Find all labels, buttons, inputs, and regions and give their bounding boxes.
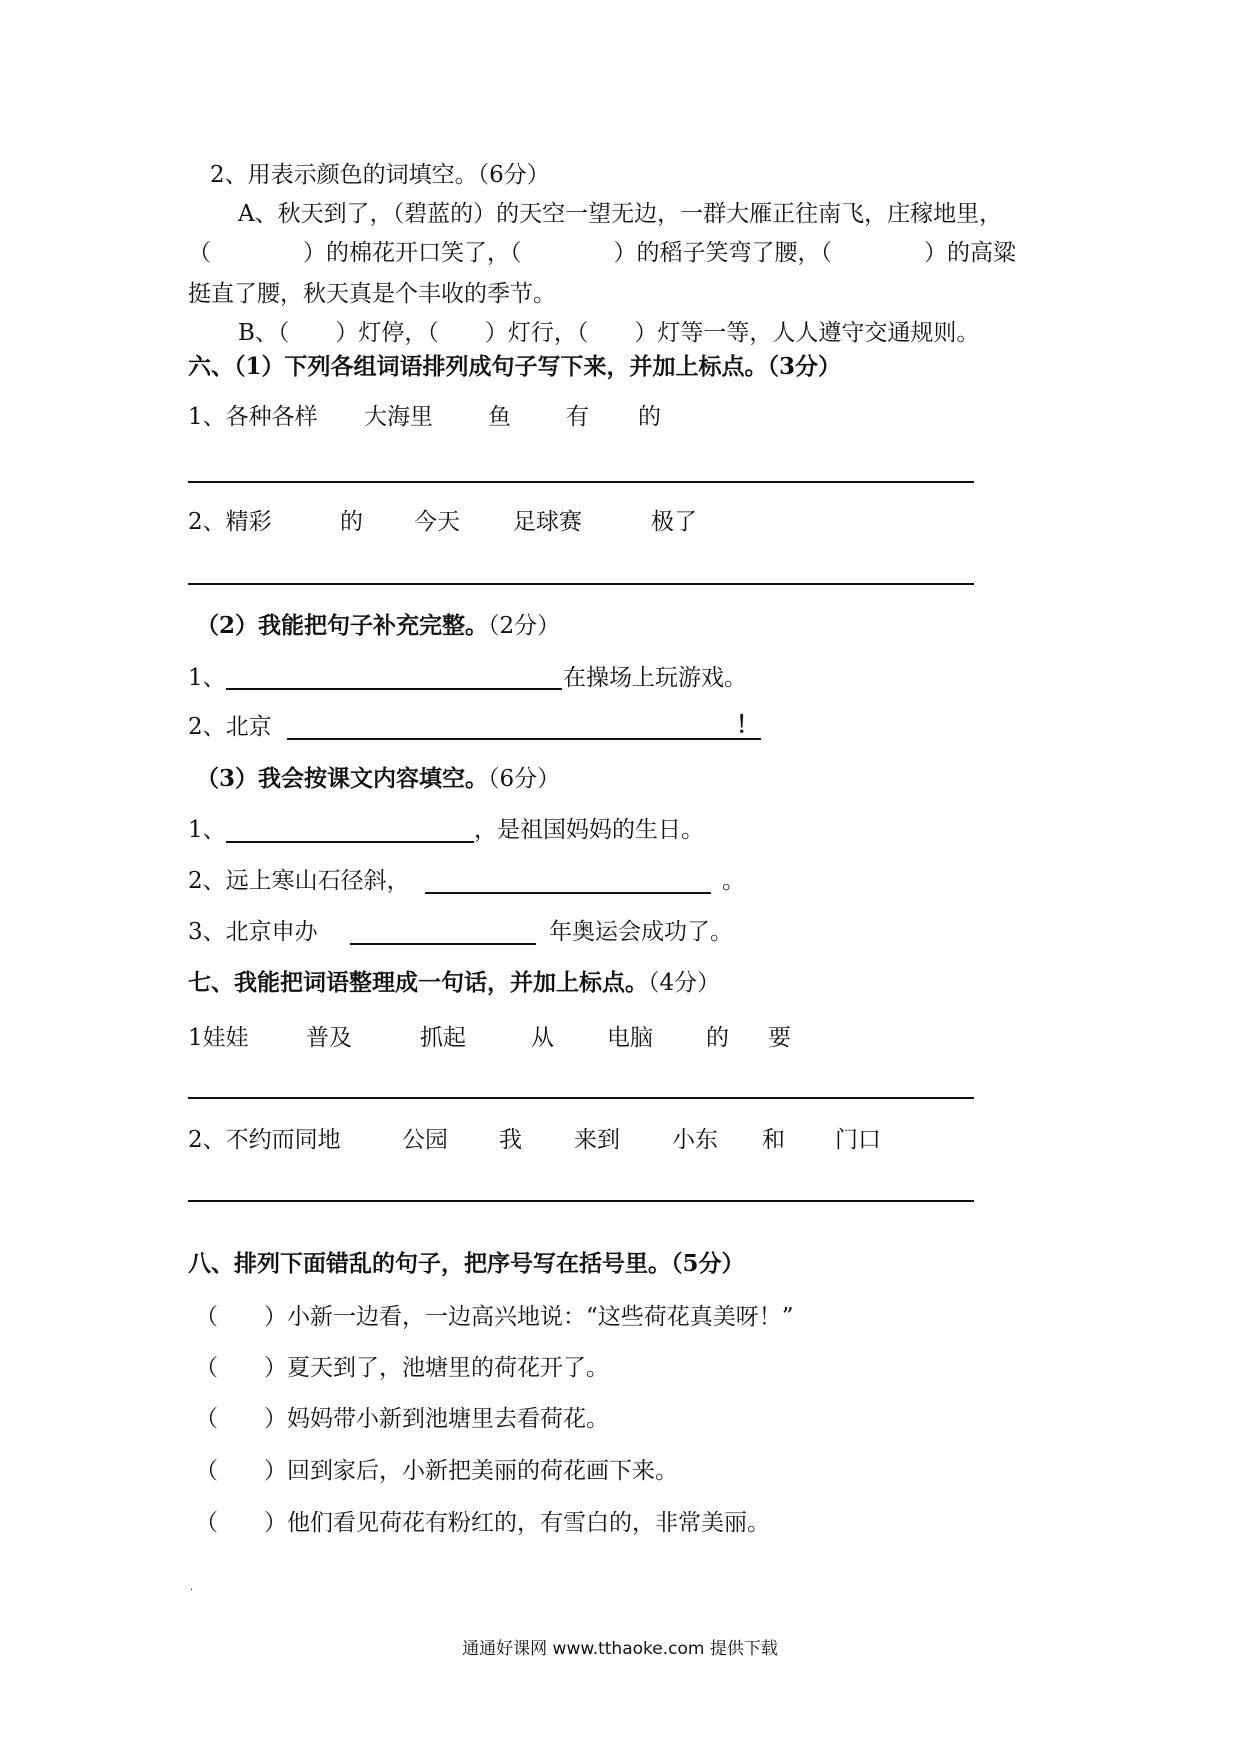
q6-s2-2-blank[interactable] xyxy=(287,738,761,740)
q6-p2-word: 今天 xyxy=(414,509,460,535)
q8-title: 八、排列下面错乱的句子，把序号写在括号里。（5分） xyxy=(188,1250,745,1277)
q6-s2-1-suffix: 在操场上玩游戏。 xyxy=(563,665,747,691)
footer-credit: 通通好课网 www.tthaoke.com 提供下载 xyxy=(462,1639,778,1659)
q7-title-text: 七、我能把词语整理成一句话，并加上标点。 xyxy=(188,969,648,996)
q7-p1-word: 1娃娃 xyxy=(188,1025,249,1051)
q6-s3-1-suffix: ，是祖国妈妈的生日。 xyxy=(474,817,704,843)
q6-answer-line-1[interactable] xyxy=(188,481,974,483)
q7-p1-word: 的 xyxy=(706,1025,729,1051)
q6-sub3-title xyxy=(196,764,560,794)
q7-answer-line-2[interactable] xyxy=(188,1200,974,1202)
q6-s3-1-prefix: 1、 xyxy=(188,817,226,843)
q7-p2-word: 我 xyxy=(499,1127,522,1153)
q6-s3-2-suffix: 。 xyxy=(722,868,745,894)
q6-s2-2-suffix: ！ xyxy=(736,711,759,738)
q5-2-a-line3: 挺直了腰，秋天真是个丰收的季节。 xyxy=(188,281,556,307)
q8-item: （ ）妈妈带小新到池塘里去看荷花。 xyxy=(195,1406,609,1432)
q5-2-title: 2、用表示颜色的词填空。（6分） xyxy=(210,162,550,188)
q6-s3-2-prefix: 2、远上寒山石径斜， xyxy=(188,868,410,894)
q7-answer-line-1[interactable] xyxy=(188,1097,974,1099)
q6-sub2-points: （2分） xyxy=(488,613,561,639)
q7-p2-word: 和 xyxy=(762,1127,785,1153)
q6-p1-word: 1、各种各样 xyxy=(188,404,318,430)
q6-sub3-points: （6分） xyxy=(488,766,561,792)
q5-2-a-line2: （ ）的棉花开口笑了，（ ）的稻子笑弯了腰，（ ）的高粱 xyxy=(188,240,1016,266)
q6-s3-1-blank[interactable] xyxy=(226,841,474,843)
q6-p2-word: 极了 xyxy=(651,509,697,535)
q6-s2-1-prefix: 1、 xyxy=(188,665,226,691)
q6-sub2-title xyxy=(196,611,560,641)
q6-p2-word: 的 xyxy=(340,509,363,535)
q6-p1-word: 大海里 xyxy=(364,404,433,430)
q5-2-a-line1: A、秋天到了，（碧蓝的）的天空一望无边，一群大雁正往南飞，庄稼地里， xyxy=(238,201,1003,227)
q6-sub2-title-text: （2）我能把句子补充完整。 xyxy=(196,612,489,639)
q7-p1-word: 从 xyxy=(531,1025,554,1051)
q7-p1-word: 抓起 xyxy=(420,1025,466,1051)
q6-p1-word: 的 xyxy=(638,404,661,430)
q6-p1-word: 有 xyxy=(566,404,589,430)
stray-mark: · xyxy=(190,1585,194,1596)
q6-answer-line-2[interactable] xyxy=(188,583,974,585)
q6-p2-word: 2、精彩 xyxy=(188,509,272,535)
q6-p1-word: 鱼 xyxy=(488,404,511,430)
q7-p1-word: 要 xyxy=(768,1025,791,1051)
q7-p2-word: 来到 xyxy=(574,1127,620,1153)
q8-item: （ ）小新一边看，一边高兴地说：“这些荷花真美呀！” xyxy=(195,1304,794,1330)
q6-s3-3-prefix: 3、北京申办 xyxy=(188,919,318,945)
q8-item: （ ）回到家后，小新把美丽的荷花画下来。 xyxy=(195,1458,678,1484)
q7-p1-word: 电脑 xyxy=(607,1025,653,1051)
q8-item: （ ）他们看见荷花有粉红的，有雪白的，非常美丽。 xyxy=(195,1510,770,1536)
q7-p2-word: 小东 xyxy=(672,1127,718,1153)
q6-title: 六、（1）下列各组词语排列成句子写下来，并加上标点。（3分） xyxy=(188,353,842,380)
q6-s2-2-prefix: 2、北京 xyxy=(188,714,272,740)
q6-p2-word: 足球赛 xyxy=(513,509,582,535)
q6-s2-1-blank[interactable] xyxy=(226,688,562,690)
q6-s3-3-blank[interactable] xyxy=(350,943,536,945)
q6-sub3-title-text: （3）我会按课文内容填空。 xyxy=(196,765,489,792)
q7-p2-word: 门口 xyxy=(835,1127,881,1153)
q7-points: （4分） xyxy=(648,970,721,996)
q7-title xyxy=(188,968,720,998)
q5-2-b-line: B、（ ）灯停，（ ）灯行，（ ）灯等一等，人人遵守交通规则。 xyxy=(238,320,980,346)
q7-p1-word: 普及 xyxy=(306,1025,352,1051)
q7-p2-word: 2、不约而同地 xyxy=(188,1127,341,1153)
q6-s3-2-blank[interactable] xyxy=(425,892,711,894)
q6-s3-3-suffix: 年奥运会成功了。 xyxy=(549,919,733,945)
q7-p2-word: 公园 xyxy=(402,1127,448,1153)
q8-item: （ ）夏天到了，池塘里的荷花开了。 xyxy=(195,1355,609,1381)
